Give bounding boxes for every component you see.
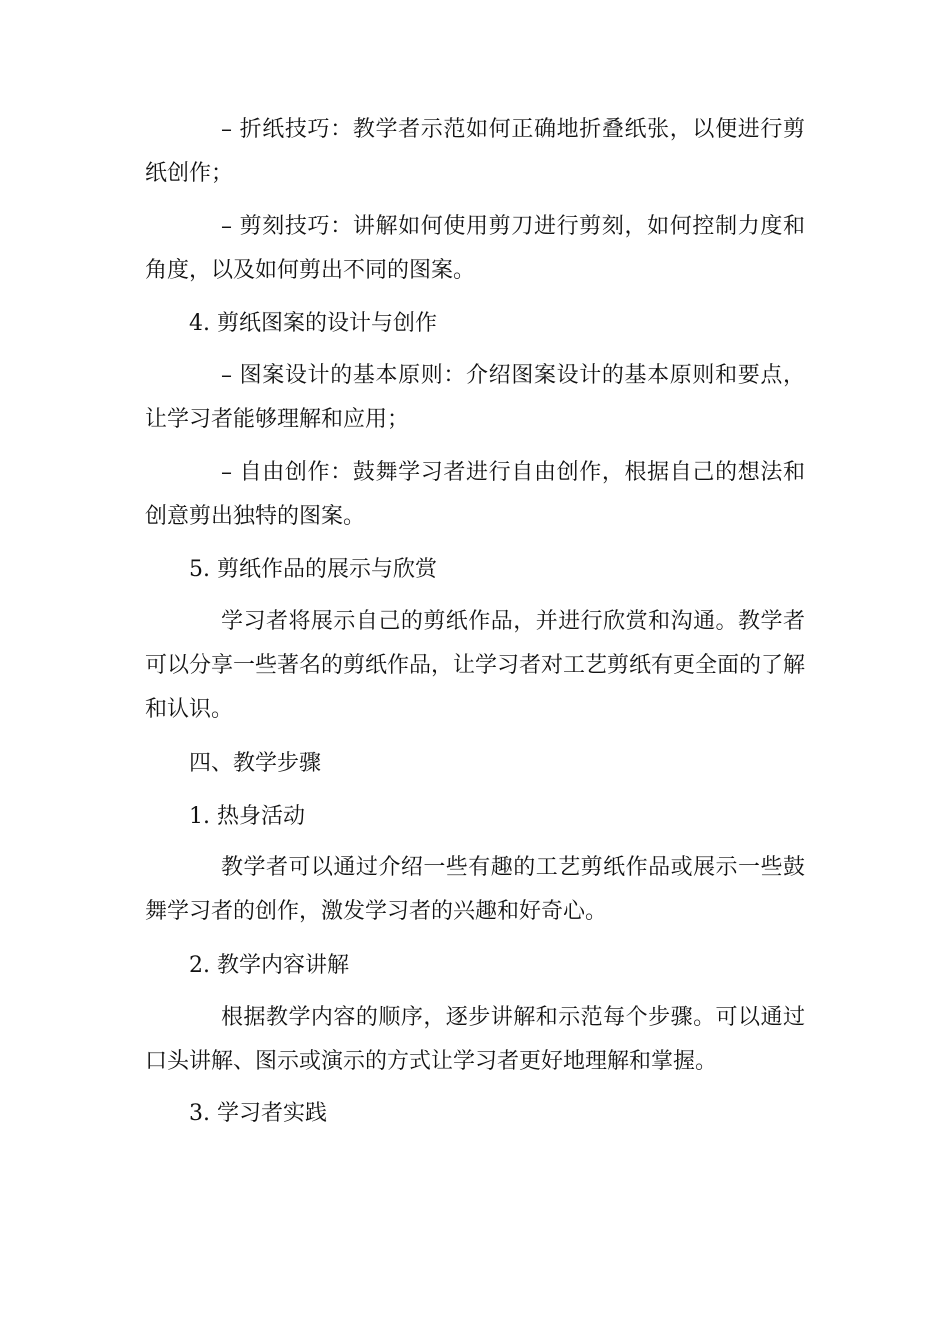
body-paragraph-explanation: 根据教学内容的顺序，逐步讲解和示范每个步骤。可以通过口头讲解、图示或演示的方式让学习者更好地理解和掌握。	[145, 1005, 805, 1074]
body-paragraph-display: 学习者将展示自己的剪纸作品，并进行欣赏和沟通。教学者可以分享一些著名的剪纸作品，让学习者对工艺剪纸有更全面的了解和认识。	[145, 609, 806, 722]
heading-step-1: 1. 热身活动	[189, 804, 305, 829]
bullet-folding-technique: – 折纸技巧：教学者示范如何正确地折叠纸张，以便进行剪纸创作；	[145, 117, 805, 186]
heading-item-5: 5. 剪纸作品的展示与欣赏	[189, 557, 437, 582]
heading-step-2: 2. 教学内容讲解	[189, 953, 349, 978]
bullet-cutting-technique: – 剪刻技巧：讲解如何使用剪刀进行剪刻，如何控制力度和角度，以及如何剪出不同的图案。	[145, 214, 805, 283]
bullet-design-principles: – 图案设计的基本原则：介绍图案设计的基本原则和要点，让学习者能够理解和应用；	[145, 363, 805, 432]
heading-item-4: 4. 剪纸图案的设计与创作	[189, 311, 437, 336]
bullet-free-creation: – 自由创作：鼓舞学习者进行自由创作，根据自己的想法和创意剪出独特的图案。	[145, 460, 805, 529]
heading-step-3: 3. 学习者实践	[189, 1101, 327, 1126]
section-heading-steps: 四、教学步骤	[189, 751, 322, 776]
body-paragraph-warmup: 教学者可以通过介绍一些有趣的工艺剪纸作品或展示一些鼓舞学习者的创作，激发学习者的兴趣和好奇心。	[145, 855, 805, 924]
